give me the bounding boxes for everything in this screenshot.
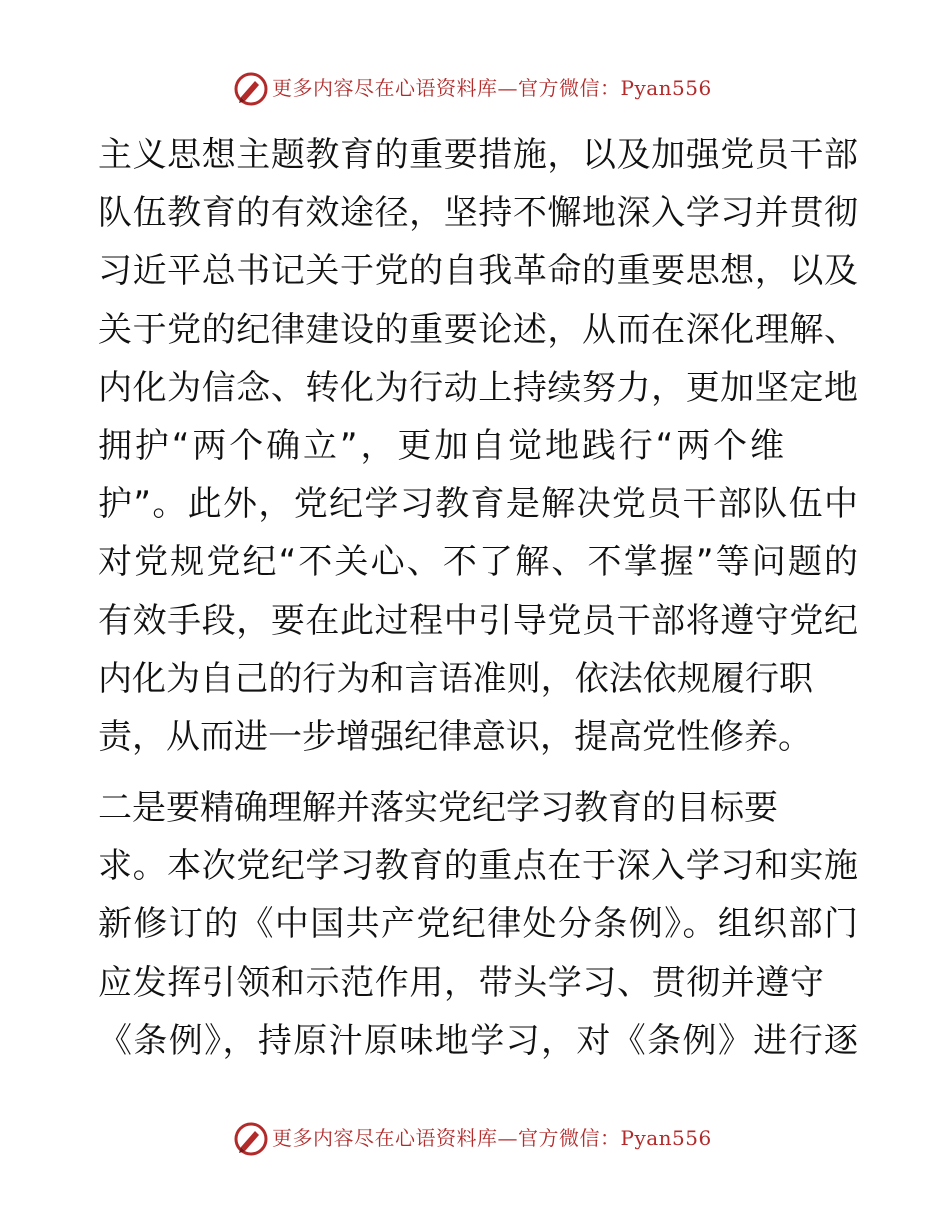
paragraph-2: [98, 779, 858, 1070]
text-line: 内化为信念、转化为行动上持续努力，更加坚定地: [98, 367, 858, 408]
pen-logo-icon: [233, 71, 269, 107]
text-line: 内化为自己的行为和言语准则，依法依规履行职: [98, 658, 813, 699]
body-text: [98, 126, 858, 1070]
footer-watermark: [0, 1118, 950, 1158]
text-line: 新修订的《中国共产党纪律处分条例》。组织部门: [98, 904, 858, 945]
pen-logo-icon: [233, 1121, 269, 1157]
text-line: 《条例》，持原汁原味地学习，对《条例》进行逐: [98, 1020, 858, 1061]
text-line: 主义思想主题教育的重要措施，以及加强党员干部: [98, 135, 858, 175]
text-line: 拥护“两个确立”，更加自觉地践行“两个维: [98, 425, 784, 466]
text-line: 有效手段，要在此过程中引导党员干部将遵守党纪: [98, 600, 858, 641]
text-line: 求。本次党纪学习教育的重点在于深入学习和实施: [98, 846, 858, 887]
paragraph-1: [98, 126, 858, 766]
text-line: 队伍教育的有效途径，坚持不懈地深入学习并贯彻: [98, 193, 858, 234]
text-line: 责，从而进一步增强纪律意识，提高党性修养。: [98, 716, 812, 757]
text-line: 习近平总书记关于党的自我革命的重要思想，以及: [98, 251, 858, 292]
header-watermark-text: 更多内容尽在心语资料库—官方微信：Pyan556: [272, 76, 712, 100]
text-line: 二是要精确理解并落实党纪学习教育的目标要: [98, 788, 778, 829]
text-line: 对党规党纪“不关心、不了解、不掌握”等问题的: [98, 542, 858, 583]
header-watermark: [0, 68, 950, 108]
text-line: 护”。此外，党纪学习教育是解决党员干部队伍中: [98, 484, 858, 525]
footer-watermark-text: 更多内容尽在心语资料库—官方微信：Pyan556: [272, 1126, 712, 1150]
text-line: 应发挥引领和示范作用，带头学习、贯彻并遵守: [98, 962, 824, 1003]
text-line: 关于党的纪律建设的重要论述，从而在深化理解、: [98, 309, 858, 350]
